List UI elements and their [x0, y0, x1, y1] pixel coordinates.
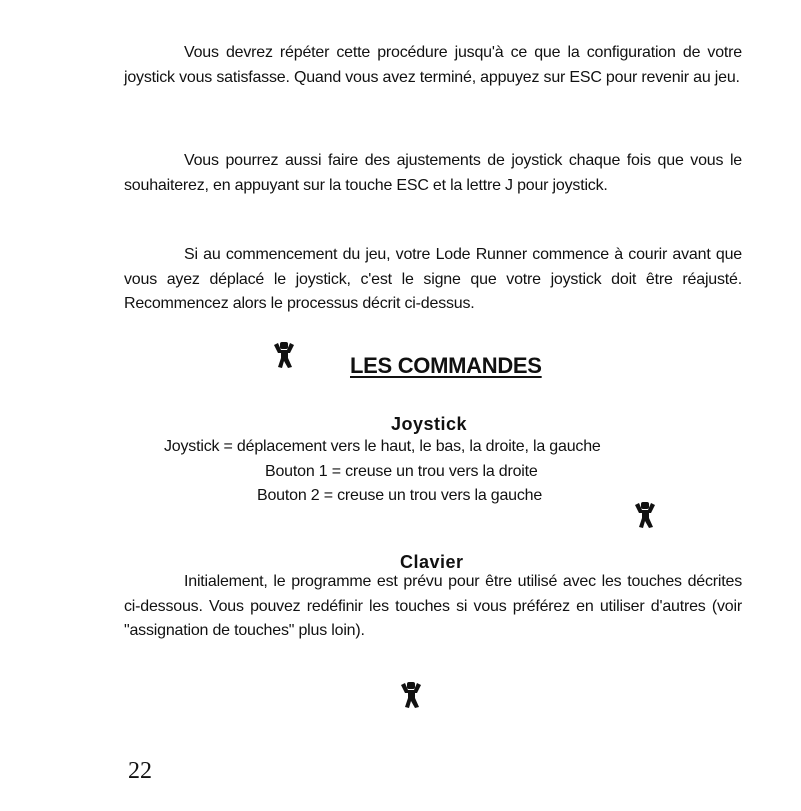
paragraph-text: Vous pourrez aussi faire des ajustements de joystick chaque fois que vous le souhaiterez, en appuyant sur la touche ESC et la lettre J pour joystick.: [124, 152, 742, 194]
section-title: LES COMMANDES: [350, 353, 542, 378]
clavier-heading: Clavier: [400, 552, 464, 572]
paragraph-text: Initialement, le programme est prévu pour être utilisé avec les touches décrites ci-dessous. Vous pouvez redéfinir les touches si vous préférez en utiliser d'autres (voir "assignation de touches" plus loin).: [124, 573, 742, 639]
paragraph-text: Vous devrez répéter cette procédure jusqu'à ce que la configuration de votre joystick vous satisfasse. Quand vous avez terminé, appuyez sur ESC pour revenir au jeu.: [124, 44, 742, 86]
joystick-line-move: Joystick = déplacement vers le haut, le bas, la droite, la gauche: [164, 438, 601, 455]
joystick-line-button1: Bouton 1 = creuse un trou vers la droite: [265, 463, 538, 480]
paragraph-repeat-procedure: [124, 41, 742, 90]
runner-icon: [400, 680, 422, 710]
paragraph-clavier: [124, 570, 742, 644]
joystick-heading: Joystick: [391, 414, 468, 434]
runner-icon: [634, 500, 656, 530]
paragraph-readjust: [124, 243, 742, 317]
paragraph-text: Si au commencement du jeu, votre Lode Runner commence à courir avant que vous ayez déplacé le joystick, c'est le signe que votre joystick doit être réajusté. Recommencez alors le processus décrit ci-dessus.: [124, 246, 742, 312]
page-number: 22: [128, 758, 152, 784]
joystick-line-button2: Bouton 2 = creuse un trou vers la gauche: [257, 487, 543, 504]
runner-icon: [273, 340, 295, 370]
paragraph-adjust-anytime: [124, 149, 742, 198]
